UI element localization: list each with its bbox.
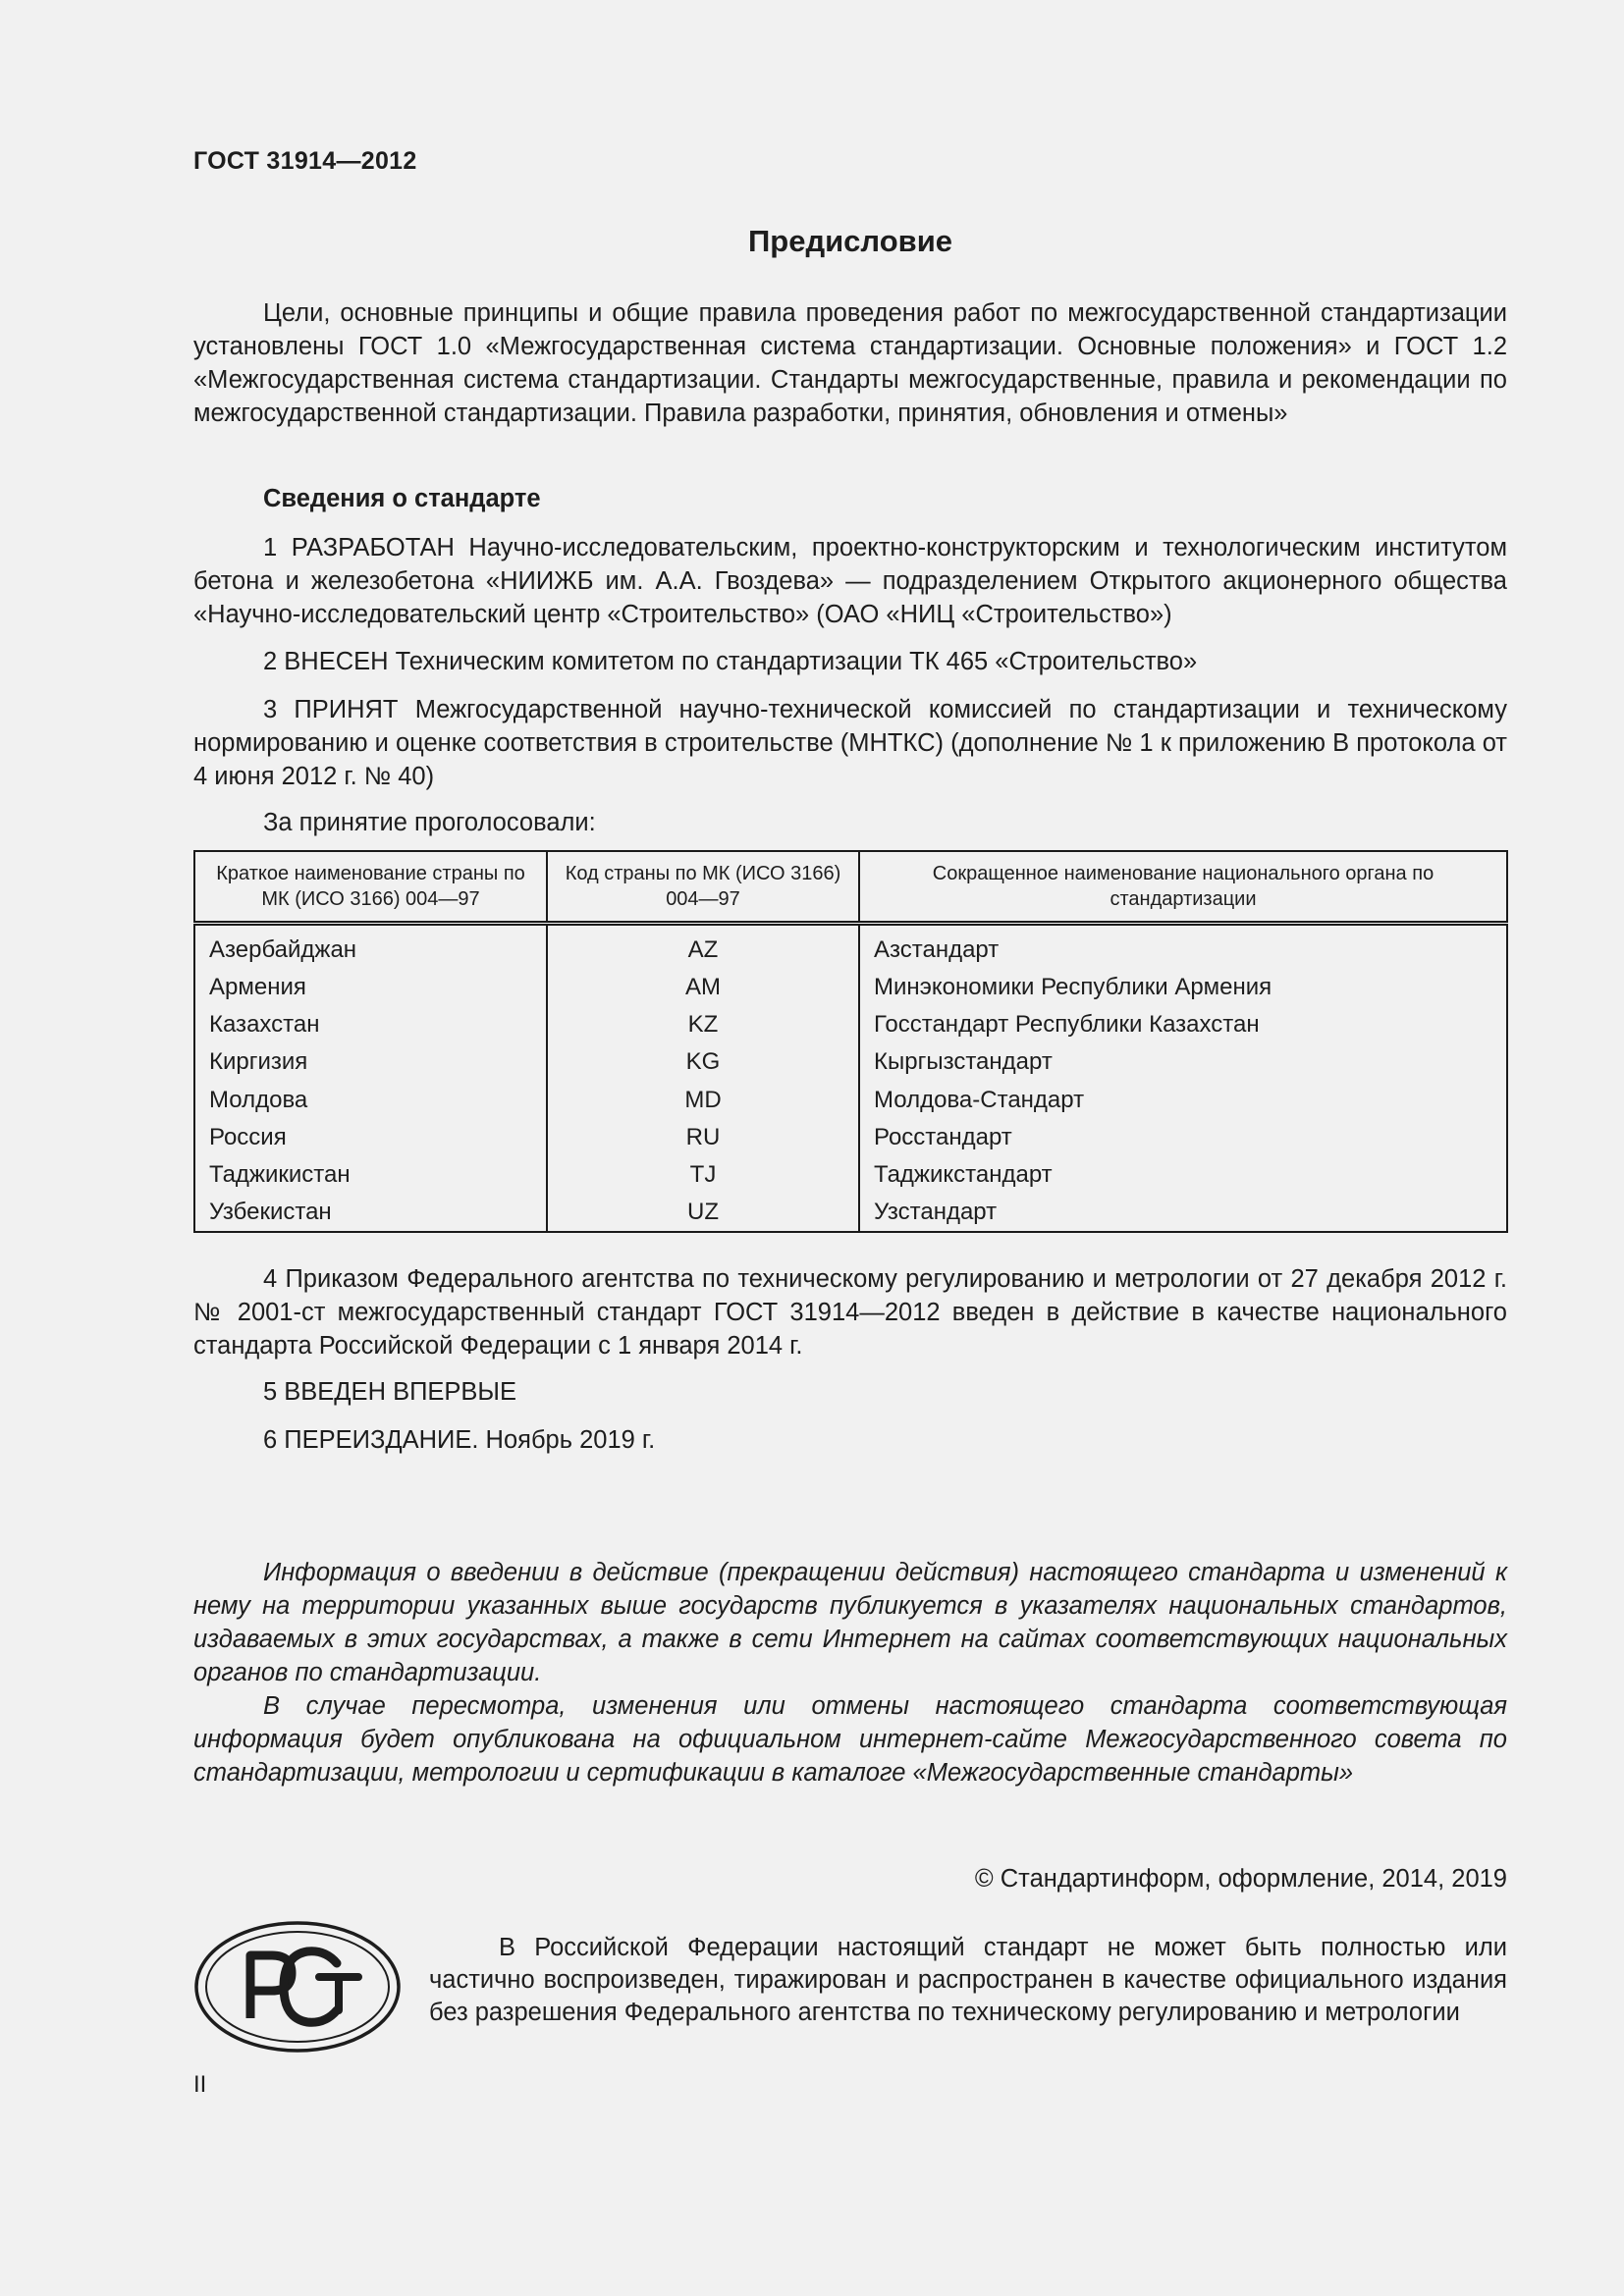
table-row <box>194 1119 1507 1156</box>
standards-body: Таджикстандарт <box>874 1160 1053 1188</box>
note-paragraph: В случае пересмотра, изменения или отмены настоящего стандарта соответствующая информация будет опубликована на официальном интернет-сайте Межгосударственного совета по стандартизации, метрологии и сертификации в каталоге «Межгосударственные стандарты» <box>193 1692 1507 1787</box>
item-1: 1 РАЗРАБОТАН Научно-исследовательским, проектно-конструкторским и технологическим институтом бетона и железобетона «НИИЖБ им. А.А. Гвоздева» — подразделением Открытого акционерного общества «Научно-исследовательский центр «Строительство» (ОАО «НИЦ «Строительство») <box>193 534 1507 628</box>
country-code: AZ <box>547 924 859 970</box>
country-name: Узбекистан <box>194 1194 547 1232</box>
country-name: Киргизия <box>194 1043 547 1081</box>
country-code: AM <box>547 969 859 1006</box>
country-code: KG <box>547 1043 859 1081</box>
header-country-code: Код страны по МК (ИСО 3166) 004—97 <box>547 851 859 924</box>
item-3: 3 ПРИНЯТ Межгосударственной научно-технической комиссией по стандартизации и техническому нормированию и оценке соответствия в строительстве (МНТКС) (дополнение № 1 к приложению В протокола от 4 июня 2012 г. № 40) <box>193 696 1507 790</box>
intro-paragraph: Цели, основные принципы и общие правила проведения работ по межгосударственной стандартизации установлены ГОСТ 1.0 «Межгосударственная система стандартизации. Основные положения» и ГОСТ 1.2 «Межгосударственная система стандартизации. Стандарты межгосударственные, правила и рекомендации по межгосударственной стандартизации. Правила разработки, принятия, обновления и отмены» <box>193 299 1507 427</box>
notes-block <box>193 1556 1507 1789</box>
country-name: Казахстан <box>194 1006 547 1043</box>
standards-body: Минэкономики Республики Армения <box>874 974 1272 1001</box>
standards-body: Госстандарт Республики Казахстан <box>874 1011 1260 1039</box>
country-name: Азербайджан <box>194 924 547 970</box>
country-name: Молдова <box>194 1081 547 1118</box>
country-code: TJ <box>547 1156 859 1194</box>
item-2: 2 ВНЕСЕН Техническим комитетом по стандартизации ТК 465 «Строительство» <box>263 648 1198 675</box>
countries-table <box>193 850 1508 1233</box>
page-number: II <box>193 2071 207 2098</box>
table-row <box>194 1006 1507 1043</box>
note-paragraph: Информация о введении в действие (прекращении действия) настоящего стандарта и изменений к нему на территории указанных выше государств публикуется в указателях национальных стандартов, издаваемых в этих государствах, а также в сети Интернет на сайтах соответствующих национальных органов по стандартизации. <box>193 1559 1507 1686</box>
document-code-header: ГОСТ 31914—2012 <box>193 147 417 175</box>
country-code: KZ <box>547 1006 859 1043</box>
standards-body: Молдова-Стандарт <box>874 1086 1085 1113</box>
item-6: 6 ПЕРЕИЗДАНИЕ. Ноябрь 2019 г. <box>263 1426 656 1454</box>
country-code: RU <box>547 1119 859 1156</box>
table-row <box>194 1194 1507 1232</box>
country-code: MD <box>547 1081 859 1118</box>
table-row <box>194 969 1507 1006</box>
page-title: Предисловие <box>747 224 952 258</box>
standards-body: Кыргызстандарт <box>874 1048 1053 1076</box>
standards-body: Узстандарт <box>874 1198 998 1225</box>
copyright-line: © Стандартинформ, оформление, 2014, 2019 <box>974 1865 1507 1893</box>
table-row <box>194 1156 1507 1194</box>
header-country-name: Краткое наименование страны по МК (ИСО 3166) 004—97 <box>194 851 547 924</box>
table-row <box>194 1043 1507 1081</box>
country-name: Армения <box>194 969 547 1006</box>
country-code: UZ <box>547 1194 859 1232</box>
section-heading: Сведения о стандарте <box>263 485 541 512</box>
table-header-row <box>194 851 1507 924</box>
country-name: Таджикистан <box>194 1156 547 1194</box>
item-4: 4 Приказом Федерального агентства по техническому регулированию и метрологии от 27 декабря 2012 г. № 2001-ст межгосударственный стандарт ГОСТ 31914—2012 введен в действие в качестве национального стандарта Российской Федерации с 1 января 2014 г. <box>193 1265 1507 1360</box>
standards-body: Росстандарт <box>874 1123 1012 1150</box>
country-name: Россия <box>194 1119 547 1156</box>
table-row <box>194 924 1507 970</box>
legal-notice: В Российской Федерации настоящий стандарт не может быть полностью или частично воспроизведен, тиражирован и распространен в качестве официального издания без разрешения Федерального агентства по техническому регулированию и метрологии <box>429 1934 1507 2026</box>
header-standards-body: Сокращенное наименование национального органа по стандартизации <box>859 851 1507 924</box>
rst-certification-mark-icon <box>193 1920 402 2054</box>
standards-body: Азстандарт <box>874 936 1000 964</box>
table-row <box>194 1081 1507 1118</box>
vote-label: За принятие проголосовали: <box>263 809 596 836</box>
item-5: 5 ВВЕДЕН ВПЕРВЫЕ <box>263 1378 517 1406</box>
